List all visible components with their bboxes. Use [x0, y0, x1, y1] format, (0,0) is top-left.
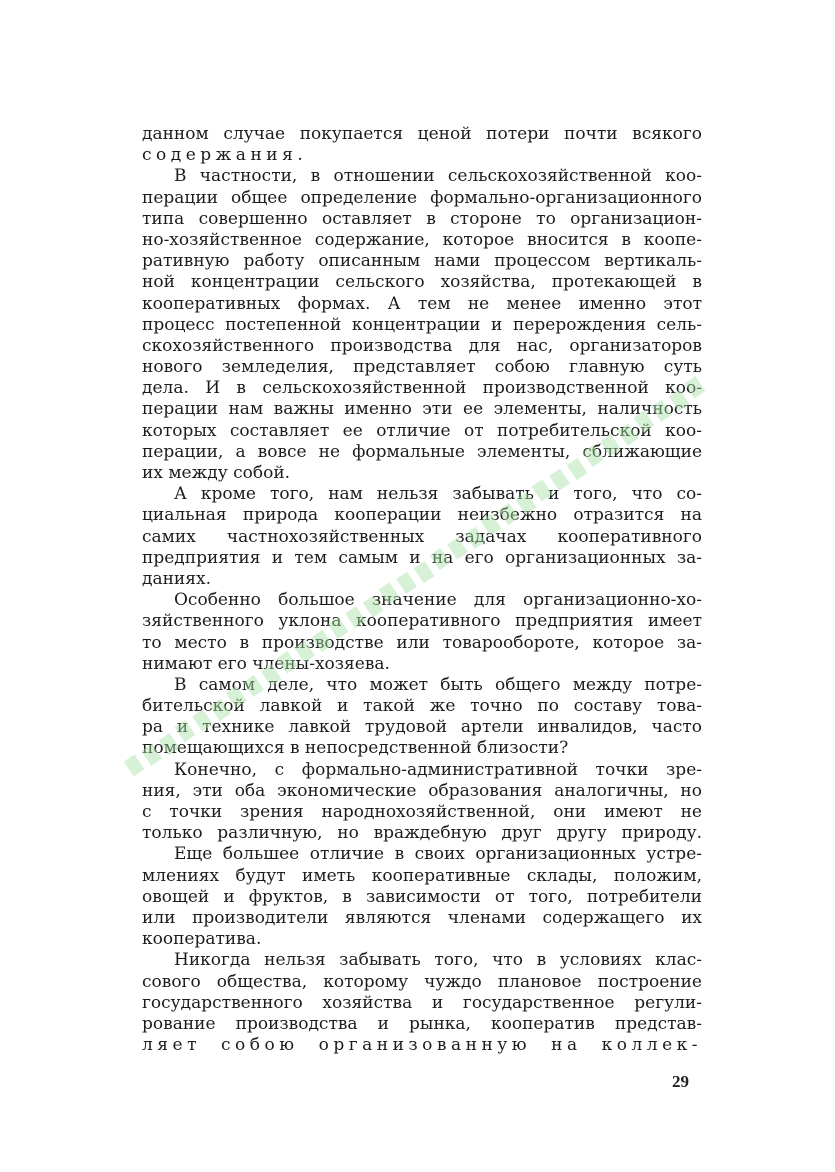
text-line: скохозяйственного производства для нас, организаторов: [142, 335, 702, 356]
text-line: ративную работу описанным нами процессом вертикаль-: [142, 251, 702, 272]
text-line: содержания.: [142, 145, 308, 166]
text-line: ра и технике лавкой трудовой артели инвалидов, часто: [142, 717, 702, 738]
text-line: только различную, но враждебную друг другу природу.: [142, 823, 702, 844]
text-line: циальная природа кооперации неизбежно отразится на: [142, 505, 702, 526]
text-line: предприятия и тем самым и на его организационных за-: [142, 547, 702, 568]
text-line: перации, а вовсе не формальные элементы, сближающие: [142, 441, 702, 462]
text-line: но-хозяйственное содержание, которое вносится в коопе-: [142, 229, 702, 250]
text-line: ния, эти оба экономические образования аналогичны, но: [142, 780, 702, 801]
text-line: Еще большее отличие в своих организационных устре-: [174, 844, 702, 865]
text-line: с точки зрения народнохозяйственной, они имеют не: [142, 802, 702, 822]
text-line: кооператива.: [142, 929, 262, 950]
text-line: даниях.: [142, 568, 211, 589]
text-line: овощей и фруктов, в зависимости от того, потребители: [142, 886, 702, 907]
text-line: типа совершенно оставляет в стороне то организацион-: [142, 208, 702, 229]
text-line: кооперативных формах. А тем не менее именно этот: [142, 293, 702, 314]
text-line: В частности, в отношении сельскохозяйственной коо-: [174, 166, 702, 187]
text-line: перации нам важны именно эти ее элементы, наличность: [142, 399, 702, 420]
text-line: зяйственного уклона кооперативного предприятия имеет: [142, 611, 702, 632]
text-line: которых составляет ее отличие от потребительской коо-: [142, 420, 702, 441]
text-line: нимают его члены-хозяева.: [142, 653, 390, 674]
text-line: нового земледелия, представляет собою главную суть: [142, 357, 702, 378]
text-line: бительской лавкой и такой же точно по составу това-: [142, 696, 702, 717]
text-line: Никогда нельзя забывать того, что в условиях клас-: [174, 950, 702, 971]
text-line: самих частнохозяйственных задачах кооперативного: [142, 526, 702, 547]
text-line: их между собой.: [142, 463, 291, 483]
page-body-text: [142, 124, 702, 1056]
text-line: помещающихся в непосредственной близости?: [142, 738, 569, 759]
text-line: государственного хозяйства и государственное регули-: [142, 992, 702, 1013]
text-line: данном случае покупается ценой потери почти всякого: [142, 124, 702, 144]
text-line: или производители являются членами содержащего их: [142, 907, 702, 928]
text-line: млениях будут иметь кооперативные склады, положим,: [142, 865, 702, 886]
text-line: рование производства и рынка, кооператив представ-: [142, 1013, 702, 1034]
page-number: 29: [672, 1072, 689, 1091]
text-line: процесс постепенной концентрации и перерождения сель-: [142, 314, 702, 335]
text-line: В самом деле, что может быть общего между потре-: [174, 674, 702, 695]
text-line: ной концентрации сельского хозяйства, протекающей в: [142, 272, 702, 293]
text-line: Особенно большое значение для организационно-хо-: [174, 590, 702, 611]
text-line: сового общества, которому чуждо плановое построение: [142, 971, 702, 992]
text-line: перации общее определение формально-организационного: [142, 187, 702, 208]
text-line: то место в производстве или товарообороте, которое за-: [142, 632, 702, 653]
text-line: А кроме того, нам нельзя забывать и того, что со-: [174, 484, 702, 505]
text-line: дела. И в сельскохозяйственной производственной коо-: [142, 378, 702, 399]
text-line: Конечно, с формально-административной точки зре-: [174, 759, 702, 780]
text-line: ляет собою организованную на коллек-: [142, 1035, 702, 1056]
